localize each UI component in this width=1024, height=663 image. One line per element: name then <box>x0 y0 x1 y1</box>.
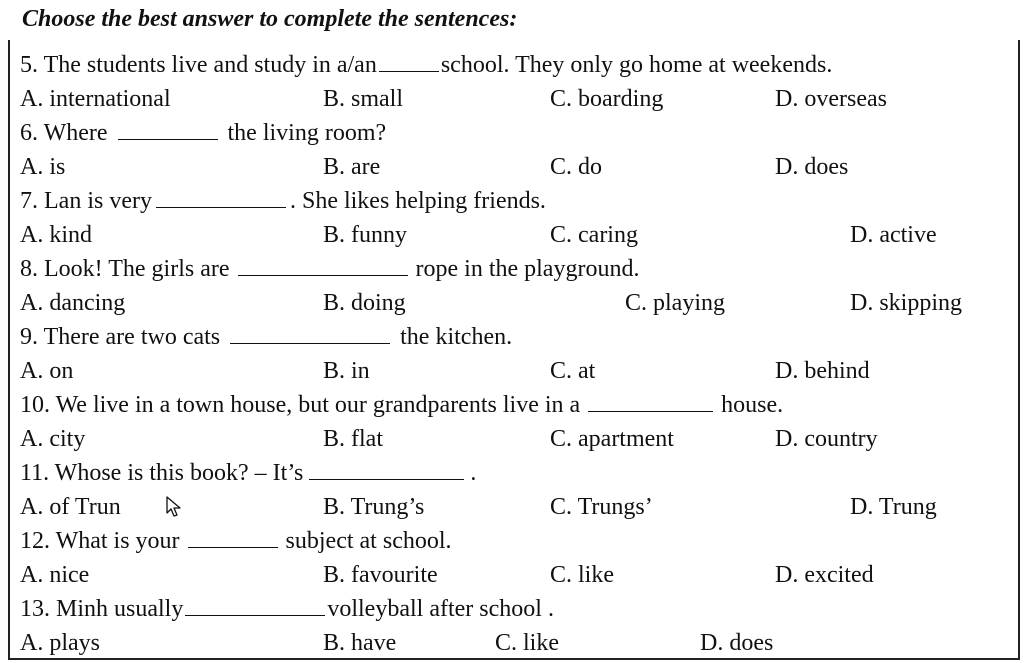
question-12-text-before: 12. What is your <box>20 528 180 554</box>
question-5-option-b[interactable]: B. small <box>323 86 404 112</box>
question-8-option-b[interactable]: B. doing <box>323 290 406 316</box>
question-5-option-d[interactable]: D. overseas <box>775 86 887 112</box>
question-7-option-c[interactable]: C. caring <box>550 222 638 248</box>
question-7-text-after: . She likes helping friends. <box>289 188 546 214</box>
mouse-pointer-icon <box>166 496 182 518</box>
question-13-option-a[interactable]: A. plays <box>20 630 100 656</box>
question-11-option-d[interactable]: D. Trung <box>850 494 937 520</box>
question-8-option-c[interactable]: C. playing <box>625 290 725 316</box>
question-9-option-a[interactable]: A. on <box>20 358 74 384</box>
question-13 <box>20 592 1004 626</box>
question-9-text-before: 9. There are two cats <box>20 324 221 350</box>
question-11-text-after: . <box>470 460 477 486</box>
question-9 <box>20 320 1004 354</box>
question-12-option-d[interactable]: D. excited <box>775 562 874 588</box>
question-6-option-d[interactable]: D. does <box>775 154 849 180</box>
question-6-option-c[interactable]: C. do <box>550 154 603 180</box>
question-5-blank <box>379 49 439 72</box>
question-6-text-after: the living room? <box>227 120 387 146</box>
question-10 <box>20 388 1004 422</box>
question-13-text-before: 13. Minh usually <box>20 596 184 622</box>
question-7-text-before: 7. Lan is very <box>20 188 152 214</box>
question-10-blank <box>588 389 713 412</box>
question-13-blank <box>185 593 325 616</box>
question-9-option-c[interactable]: C. at <box>550 358 596 384</box>
question-11-blank <box>309 457 464 480</box>
question-13-text-after: volleyball after school . <box>327 596 554 622</box>
question-12-option-a[interactable]: A. nice <box>20 562 90 588</box>
question-11 <box>20 456 1004 490</box>
question-5-option-c[interactable]: C. boarding <box>550 86 664 112</box>
question-11-option-a[interactable]: A. of Trun <box>20 494 121 520</box>
question-9-options <box>20 354 1004 388</box>
question-8-text-after: rope in the playground. <box>415 256 640 282</box>
question-13-option-d[interactable]: D. does <box>700 630 774 656</box>
question-8-blank <box>238 253 408 276</box>
question-12-text-after: subject at school. <box>285 528 452 554</box>
question-5-text-before: 5. The students live and study in a/an <box>20 52 377 78</box>
question-6-text-before: 6. Where <box>20 120 108 146</box>
question-7 <box>20 184 1004 218</box>
question-8-option-a[interactable]: A. dancing <box>20 290 126 316</box>
question-11-text-before: 11. Whose is this book? – It’s <box>20 460 304 486</box>
question-12-option-b[interactable]: B. favourite <box>323 562 438 588</box>
question-10-option-c[interactable]: C. apartment <box>550 426 674 452</box>
question-13-option-b[interactable]: B. have <box>323 630 397 656</box>
question-10-text-before: 10. We live in a town house, but our grandparents live in a <box>20 392 581 418</box>
question-7-options <box>20 218 1004 252</box>
page-title: Choose the best answer to complete the sentences: <box>22 6 518 32</box>
question-9-option-b[interactable]: B. in <box>323 358 370 384</box>
question-5 <box>20 48 1004 82</box>
question-11-option-b[interactable]: B. Trung’s <box>323 494 425 520</box>
question-7-blank <box>156 185 286 208</box>
question-6-options <box>20 150 1004 184</box>
question-11-options <box>20 490 1004 524</box>
question-10-option-a[interactable]: A. city <box>20 426 86 452</box>
question-8 <box>20 252 1004 286</box>
question-12-option-c[interactable]: C. like <box>550 562 614 588</box>
question-7-option-b[interactable]: B. funny <box>323 222 407 248</box>
question-6-blank <box>118 117 218 140</box>
question-9-option-d[interactable]: D. behind <box>775 358 870 384</box>
question-12-blank <box>188 525 278 548</box>
question-13-options <box>20 626 1004 660</box>
question-11-option-c[interactable]: C. Trungs’ <box>550 494 653 520</box>
question-12-options <box>20 558 1004 592</box>
question-10-text-after: house. <box>721 392 784 418</box>
question-9-text-after: the kitchen. <box>400 324 513 350</box>
question-9-blank <box>230 321 390 344</box>
question-5-option-a[interactable]: A. international <box>20 86 171 112</box>
question-6-option-b[interactable]: B. are <box>323 154 381 180</box>
question-12 <box>20 524 1004 558</box>
question-10-option-b[interactable]: B. flat <box>323 426 383 452</box>
question-6 <box>20 116 1004 150</box>
question-8-option-d[interactable]: D. skipping <box>850 290 963 316</box>
question-5-options <box>20 82 1004 116</box>
question-8-options <box>20 286 1004 320</box>
question-5-text-after: school. They only go home at weekends. <box>440 52 833 78</box>
question-7-option-d[interactable]: D. active <box>850 222 937 248</box>
question-6-option-a[interactable]: A. is <box>20 154 66 180</box>
question-10-options <box>20 422 1004 456</box>
question-10-option-d[interactable]: D. country <box>775 426 878 452</box>
question-13-option-c[interactable]: C. like <box>495 630 559 656</box>
question-8-text-before: 8. Look! The girls are <box>20 256 230 282</box>
question-7-option-a[interactable]: A. kind <box>20 222 92 248</box>
